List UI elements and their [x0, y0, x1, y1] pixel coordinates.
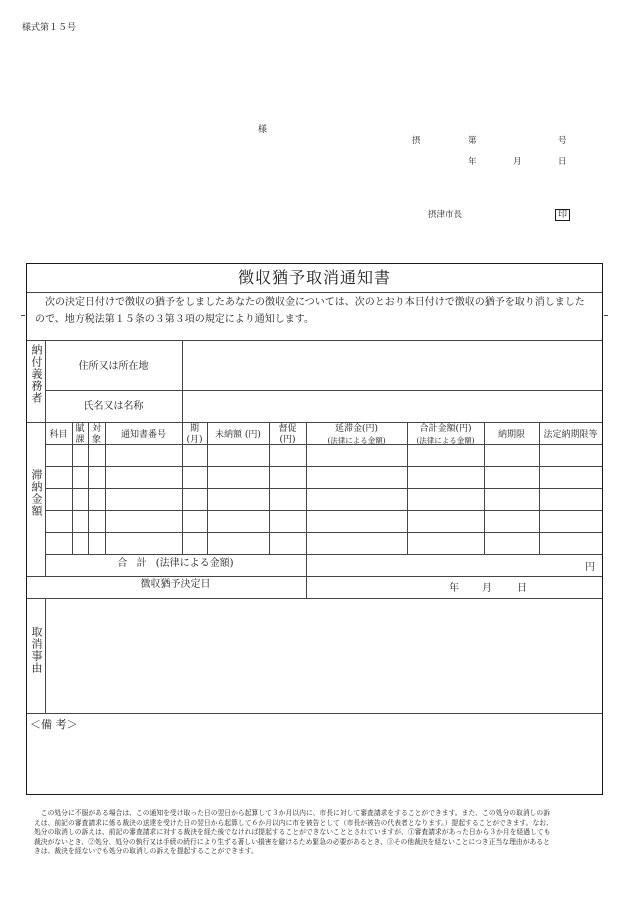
form-number: 様式第１５号: [22, 23, 77, 33]
doc-number-prefix: 摂: [412, 136, 421, 146]
doc-number-go: 号: [558, 136, 567, 146]
col-taisho-text: 対象: [91, 424, 101, 445]
row-line-4: [45, 510, 602, 511]
total-label: 合 計 (法律による金額): [117, 558, 234, 569]
issue-day-label: 日: [558, 157, 567, 167]
decision-bottom-line: [27, 598, 602, 599]
notice-form: [26, 263, 603, 795]
total-bottom-line: [27, 576, 602, 577]
row-line-5: [45, 532, 602, 533]
col-delay-fee-sub: (法律による金額): [327, 436, 386, 445]
decision-day: 日: [517, 583, 527, 594]
decision-year: 年: [449, 583, 459, 594]
seal-mark: [555, 207, 570, 220]
addressee-suffix: 様: [258, 125, 268, 135]
col-taisho: [88, 424, 105, 446]
arrears-section-label: 滞納金額: [30, 469, 43, 517]
total-yen: 円: [585, 562, 595, 573]
address-divider: [45, 390, 602, 391]
row-line-1: [45, 444, 602, 445]
reason-label: 取消事由: [30, 626, 43, 674]
name-label: 氏名又は名称: [83, 401, 144, 412]
col-delay-fee: 延滞金(円): [334, 424, 379, 434]
intro-text: 次の決定日付けで徴収の猶予をしましたあなたの徴収金については、次のとおり本日付けで徴収の猶予を取り消しましたので、地方税法第１５条の３第３項の規定により通知します。: [35, 297, 585, 325]
col-period: 期(月): [186, 424, 203, 445]
taxpayer-bottom-line: [27, 422, 602, 423]
taxpayer-value-divider: [182, 340, 183, 422]
col-fuka-text: 賦課: [75, 424, 85, 445]
left-tick-mark: [21, 315, 25, 316]
intro-divider: [27, 340, 602, 341]
col-notice-no: 通知書番号: [120, 430, 166, 440]
decision-label: 徴収猶予決定日: [140, 579, 211, 590]
appeal-note: この処分に不服がある場合は、この通知を受け取った日の翌日から起算して３か月以内に、市長に対して審査請求をすることができます。また、この処分の取消しの訴えは、前記の審査請求に係る裁決の送達を受けた日の翌日から起算して６か月以内に市を被告として（市長が被告の代表者となります。）提起することができます。なお、処分の取消しの訴えは、前記の審査請求に対する裁決を経た後でなければ提起することができないこととされていますが、①審査請求があった日から３か月を経過しても裁決がないとき、②処分、処分の執行又は手続の続行により生ずる著しい損害を避けるため緊急の必要があるとき、③その他裁決を経ないことにつき正当な理由があるときは、裁決を経ないでも処分の取消しの訴えを提起することができます。: [34, 809, 553, 855]
reason-bottom-line: [27, 713, 602, 714]
issue-month-label: 月: [513, 157, 522, 167]
document-title: 徴収猶予取消通知書: [237, 268, 391, 287]
col-due: 納期限: [497, 430, 525, 440]
reason-label-divider: [45, 598, 46, 713]
col-total: 合計金額(円): [419, 424, 472, 434]
col-fuka: [72, 424, 88, 446]
row-line-6: [45, 554, 602, 555]
title-divider: [27, 292, 602, 293]
decision-month: 月: [482, 583, 492, 594]
arrears-label-divider: [45, 422, 46, 576]
address-label: 住所又は所在地: [78, 361, 149, 372]
col-total-sub: (法律による金額): [416, 436, 475, 445]
seal-box: 印: [555, 209, 570, 221]
taxpayer-section-label: 納付義務者: [30, 344, 43, 404]
row-line-2: [45, 466, 602, 467]
remarks-label: ＜備 考＞: [30, 718, 78, 731]
mayor-name: 摂津市長: [428, 210, 463, 220]
col-legal-due: 法定納期限等: [543, 430, 598, 440]
row-line-3: [45, 488, 602, 489]
col-item: 科目: [49, 430, 68, 440]
decision-divider: [306, 576, 307, 598]
col-unpaid: 未納額 (円): [215, 430, 261, 440]
issue-year-label: 年: [468, 157, 477, 167]
col-tokusoku: 督促(円): [278, 424, 297, 445]
right-tick-mark: [604, 315, 608, 316]
doc-number-dai: 第: [468, 136, 477, 146]
